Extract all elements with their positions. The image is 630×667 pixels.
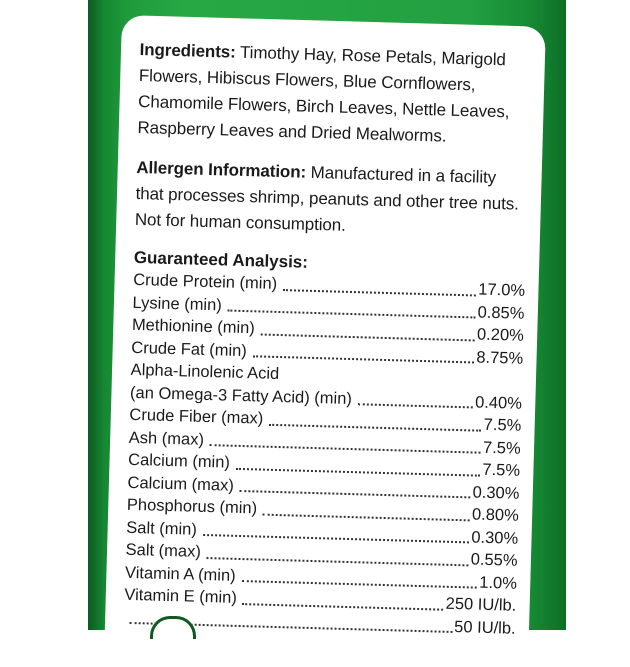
analysis-nutrient-value: 8.75% xyxy=(476,348,524,368)
analysis-dot-leader xyxy=(269,423,481,431)
guaranteed-analysis-list xyxy=(123,269,525,640)
analysis-dot-leader xyxy=(263,513,470,521)
analysis-nutrient-name: Crude Fat (min) xyxy=(131,338,248,360)
analysis-nutrient-name: Phosphorus (min) xyxy=(126,495,258,518)
analysis-nutrient-name: Ash (max) xyxy=(128,428,205,449)
analysis-nutrient-value: 0.40% xyxy=(474,393,523,413)
analysis-nutrient-value: 17.0% xyxy=(478,280,526,300)
analysis-nutrient-name: Salt (max) xyxy=(125,540,202,561)
analysis-dot-leader xyxy=(358,403,473,408)
label-content xyxy=(123,37,531,640)
analysis-nutrient-value: 0.30% xyxy=(472,482,520,503)
analysis-dot-leader xyxy=(261,333,475,341)
ingredients-heading: Ingredients: xyxy=(139,39,236,62)
analysis-nutrient-name: Methionine (min) xyxy=(131,315,256,338)
analysis-nutrient-name: Alpha-Linolenic Acid xyxy=(130,360,280,384)
analysis-nutrient-name: Vitamin A (min) xyxy=(124,563,236,585)
ingredients-paragraph xyxy=(137,37,532,152)
analysis-nutrient-value: 7.5% xyxy=(482,460,521,480)
analysis-nutrient-value: 0.80% xyxy=(471,505,520,525)
analysis-nutrient-name: (an Omega-3 Fatty Acid) (min) xyxy=(129,383,353,408)
allergen-heading: Allergen Information: xyxy=(136,157,307,182)
analysis-nutrient-name: Crude Fiber (max) xyxy=(129,405,264,428)
analysis-nutrient-value: 7.5% xyxy=(483,415,522,435)
analysis-nutrient-value: 0.20% xyxy=(476,325,525,345)
analysis-nutrient-name: Calcium (min) xyxy=(127,450,231,472)
guaranteed-analysis-title: Guaranteed Analysis: xyxy=(133,247,309,272)
analysis-nutrient-name: Salt (min) xyxy=(126,518,198,539)
analysis-nutrient-name: Lysine (min) xyxy=(132,293,223,314)
analysis-dot-leader xyxy=(283,289,476,296)
analysis-nutrient-value: 1.0% xyxy=(479,573,518,593)
analysis-nutrient-value: 0.55% xyxy=(470,550,518,570)
analysis-nutrient-name: Crude Protein (min) xyxy=(132,270,278,293)
analysis-dot-leader xyxy=(243,603,444,611)
ingredients-text: Timothy Hay, Rose Petals, Marigold Flowers, Hibiscus Flowers, Blue Cornflowers, Chamomile Flowers, Birch Leaves, Nettle Leaves, Raspberry Leaves and Dried Mealworms. xyxy=(137,42,510,146)
analysis-nutrient-value: 0.85% xyxy=(477,303,525,323)
allergen-text: Manufactured in a facility that processes shrimp, peanuts and other tree nuts. Not for human consumption. xyxy=(134,162,520,235)
analysis-nutrient-name: Calcium (max) xyxy=(127,473,235,495)
analysis-nutrient-value: 250 IU/lb. xyxy=(445,594,517,615)
analysis-nutrient-name: Vitamin E (min) xyxy=(124,585,238,607)
analysis-nutrient-value: 7.5% xyxy=(482,438,521,458)
allergen-paragraph xyxy=(135,155,529,244)
analysis-nutrient-value: 50 IU/lb. xyxy=(453,617,516,638)
analysis-nutrient-value: 0.30% xyxy=(471,527,519,548)
